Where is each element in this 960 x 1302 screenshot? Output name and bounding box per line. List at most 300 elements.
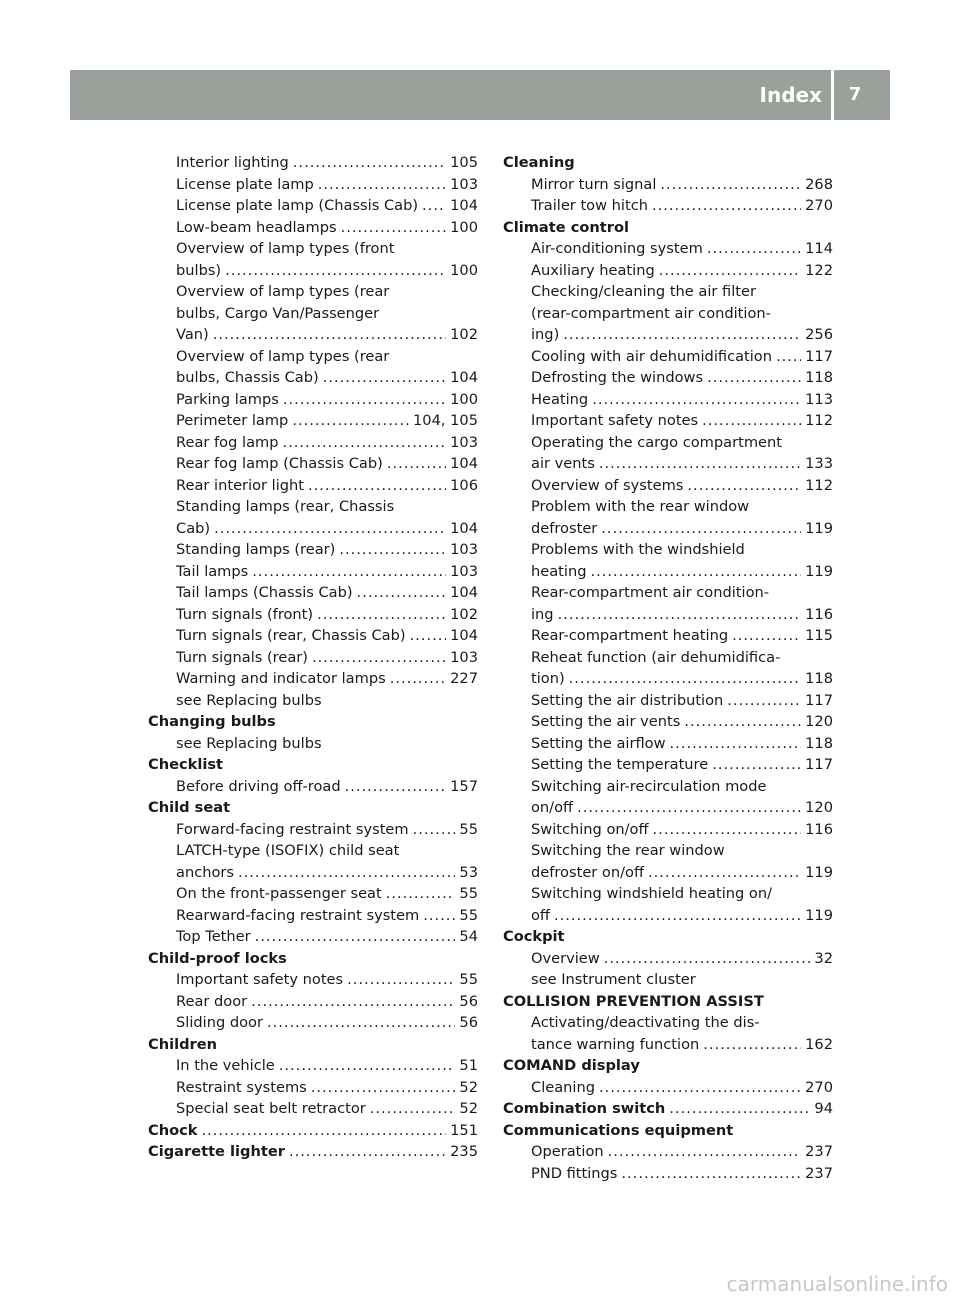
entry-text: Communications equipment bbox=[503, 1121, 734, 1139]
index-entry bbox=[148, 862, 478, 884]
entry-text: ing bbox=[531, 605, 554, 623]
entry-page-number[interactable]: 116 bbox=[805, 820, 833, 838]
dot-leader bbox=[318, 174, 446, 196]
entry-page-number[interactable]: 118 bbox=[805, 670, 833, 687]
entry-page-number[interactable]: 157 bbox=[450, 777, 478, 795]
index-entry bbox=[148, 453, 478, 475]
dot-leader bbox=[684, 711, 801, 733]
index-heading bbox=[503, 1120, 833, 1142]
entry-text: Reheat function (air dehumidifica- bbox=[531, 648, 781, 666]
entry-page-number[interactable]: 55 bbox=[459, 885, 478, 902]
entry-page-number[interactable]: 122 bbox=[805, 261, 833, 279]
index-entry bbox=[503, 776, 833, 798]
index-entry bbox=[503, 733, 833, 755]
entry-text: tance warning function bbox=[531, 1035, 700, 1053]
entry-page-number[interactable]: 227 bbox=[450, 670, 478, 687]
index-entry bbox=[503, 518, 833, 540]
index-heading bbox=[148, 948, 478, 970]
index-heading bbox=[148, 754, 478, 776]
index-entry bbox=[148, 1055, 478, 1077]
dot-leader bbox=[423, 905, 455, 927]
entry-text: Overview bbox=[531, 949, 600, 967]
entry-page-number[interactable]: 54 bbox=[459, 928, 478, 945]
entry-page-number[interactable]: 103 bbox=[450, 433, 478, 451]
entry-text: Important safety notes bbox=[531, 412, 699, 429]
index-entry bbox=[503, 453, 833, 475]
dot-leader bbox=[255, 926, 456, 948]
entry-text: (rear-compartment air condition- bbox=[531, 304, 771, 322]
entry-text: Switching on/off bbox=[531, 820, 649, 838]
entry-text: Standing lamps (rear) bbox=[176, 541, 336, 558]
entry-page-number[interactable]: 104 bbox=[450, 369, 478, 386]
index-entry bbox=[503, 969, 833, 991]
index-entry bbox=[148, 324, 478, 346]
entry-text: Combination switch bbox=[503, 1100, 666, 1117]
dot-leader bbox=[201, 1120, 446, 1142]
entry-text: Rear-compartment heating bbox=[531, 627, 729, 644]
entry-text: Rear door bbox=[176, 992, 248, 1010]
entry-page-number[interactable]: 115 bbox=[805, 627, 833, 644]
index-column-right bbox=[503, 152, 833, 1184]
entry-page-number[interactable]: 100 bbox=[450, 218, 478, 236]
index-entry bbox=[148, 217, 478, 239]
entry-text: see Replacing bulbs bbox=[176, 691, 322, 709]
dot-leader bbox=[563, 324, 801, 346]
entry-page-number[interactable]: 268 bbox=[805, 175, 833, 193]
entry-text: COLLISION PREVENTION ASSIST bbox=[503, 992, 764, 1010]
entry-text: on/off bbox=[531, 799, 574, 816]
entry-text: Rear interior light bbox=[176, 476, 305, 494]
entry-page-number[interactable]: 151 bbox=[450, 1121, 478, 1139]
index-entry bbox=[503, 174, 833, 196]
index-heading bbox=[503, 217, 833, 239]
entry-text: Cooling with air dehumidification bbox=[531, 347, 772, 365]
dot-leader bbox=[283, 432, 447, 454]
index-entry bbox=[148, 539, 478, 561]
entry-text: Van) bbox=[176, 326, 209, 343]
entry-page-number[interactable]: 237 bbox=[805, 1143, 833, 1160]
entry-page-number[interactable]: 119 bbox=[805, 906, 833, 924]
entry-text: Chock bbox=[148, 1121, 198, 1139]
entry-page-number[interactable]: 52 bbox=[459, 1100, 478, 1117]
dot-leader bbox=[214, 518, 446, 540]
entry-text: Parking lamps bbox=[176, 390, 279, 408]
entry-text: Cigarette lighter bbox=[148, 1143, 285, 1160]
entry-text: Cockpit bbox=[503, 928, 565, 945]
index-heading bbox=[148, 1141, 478, 1163]
entry-page-number[interactable]: 116 bbox=[805, 605, 833, 623]
entry-text: Low-beam headlamps bbox=[176, 218, 337, 236]
entry-text: bulbs, Cargo Van/Passenger bbox=[176, 304, 380, 322]
index-entry bbox=[503, 754, 833, 776]
entry-page-number[interactable]: 104 bbox=[450, 519, 478, 537]
dot-leader bbox=[660, 174, 801, 196]
index-entry bbox=[503, 561, 833, 583]
entry-page-number[interactable]: 256 bbox=[805, 326, 833, 343]
index-entry bbox=[148, 883, 478, 905]
entry-text: Child seat bbox=[148, 799, 231, 816]
dot-leader bbox=[702, 410, 801, 432]
entry-text: Forward-facing restraint system bbox=[176, 820, 409, 838]
dot-leader bbox=[238, 862, 455, 884]
entry-page-number[interactable]: 104 bbox=[450, 455, 478, 472]
index-entry bbox=[503, 690, 833, 712]
index-heading bbox=[503, 1055, 833, 1077]
entry-text: bulbs, Chassis Cab) bbox=[176, 369, 319, 386]
index-entry bbox=[148, 647, 478, 669]
index-entry bbox=[148, 582, 478, 604]
entry-page-number[interactable]: 103 bbox=[450, 562, 478, 580]
dot-leader bbox=[292, 410, 409, 432]
entry-page-number[interactable]: 102 bbox=[450, 326, 478, 343]
index-entry bbox=[148, 432, 478, 454]
index-entry bbox=[148, 195, 478, 217]
entry-page-number[interactable]: 53 bbox=[459, 863, 478, 881]
entry-page-number[interactable]: 55 bbox=[459, 906, 478, 924]
index-entry bbox=[503, 346, 833, 368]
entry-page-number[interactable]: 56 bbox=[459, 1014, 478, 1031]
entry-page-number[interactable]: 162 bbox=[805, 1035, 833, 1053]
dot-leader bbox=[608, 1141, 802, 1163]
entry-text: see Instrument cluster bbox=[531, 971, 696, 988]
entry-text: Rearward-facing restraint system bbox=[176, 906, 420, 924]
entry-page-number[interactable]: 102 bbox=[450, 605, 478, 623]
index-entry bbox=[503, 582, 833, 604]
index-entry bbox=[503, 647, 833, 669]
dot-leader bbox=[707, 238, 801, 260]
entry-text: Trailer tow hitch bbox=[531, 197, 648, 214]
entry-page-number[interactable]: 106 bbox=[450, 476, 478, 494]
index-entry bbox=[503, 797, 833, 819]
dot-leader bbox=[347, 969, 455, 991]
index-entry bbox=[503, 1012, 833, 1034]
entry-page-number[interactable]: 119 bbox=[805, 519, 833, 537]
index-entry bbox=[503, 1077, 833, 1099]
entry-text: Special seat belt retractor bbox=[176, 1100, 366, 1117]
entry-text: bulbs) bbox=[176, 261, 222, 279]
index-entry bbox=[503, 668, 833, 690]
dot-leader bbox=[604, 948, 811, 970]
index-entry bbox=[148, 281, 478, 303]
entry-text: Mirror turn signal bbox=[531, 175, 657, 193]
entry-page-number[interactable]: 104, 105 bbox=[413, 412, 478, 429]
dot-leader bbox=[712, 754, 801, 776]
dot-leader bbox=[308, 475, 446, 497]
entry-text: air vents bbox=[531, 455, 595, 472]
index-entry bbox=[503, 948, 833, 970]
watermark[interactable]: carmanualsonline.info bbox=[726, 1272, 948, 1296]
index-entry bbox=[148, 840, 478, 862]
entry-text: Heating bbox=[531, 390, 589, 408]
index-entry bbox=[503, 432, 833, 454]
entry-text: Rear-compartment air condition- bbox=[531, 584, 770, 601]
index-heading bbox=[503, 1098, 833, 1120]
entry-text: In the vehicle bbox=[176, 1057, 275, 1074]
dot-leader bbox=[687, 475, 801, 497]
dot-leader bbox=[776, 346, 801, 368]
dot-leader bbox=[554, 905, 801, 927]
dot-leader bbox=[341, 217, 447, 239]
index-entry bbox=[148, 174, 478, 196]
dot-leader bbox=[410, 625, 447, 647]
entry-text: Overview of lamp types (front bbox=[176, 240, 395, 257]
entry-page-number[interactable]: 237 bbox=[805, 1164, 833, 1182]
entry-page-number[interactable]: 118 bbox=[805, 734, 833, 752]
index-entry bbox=[503, 1163, 833, 1185]
entry-text: License plate lamp bbox=[176, 175, 314, 193]
dot-leader bbox=[370, 1098, 456, 1120]
entry-text: Checklist bbox=[148, 756, 224, 773]
entry-text: ing) bbox=[531, 326, 560, 343]
entry-page-number[interactable]: 104 bbox=[450, 584, 478, 601]
entry-text: PND fittings bbox=[531, 1164, 618, 1182]
entry-page-number[interactable]: 113 bbox=[805, 390, 833, 408]
index-entry bbox=[148, 152, 478, 174]
entry-page-number[interactable]: 133 bbox=[805, 455, 833, 472]
index-entry bbox=[503, 324, 833, 346]
entry-text: Operating the cargo compartment bbox=[531, 433, 782, 451]
dot-leader bbox=[339, 539, 446, 561]
index-entry bbox=[148, 389, 478, 411]
entry-text: Checking/cleaning the air filter bbox=[531, 283, 757, 300]
dot-leader bbox=[357, 582, 447, 604]
entry-text: COMAND display bbox=[503, 1057, 640, 1074]
dot-leader bbox=[323, 367, 446, 389]
index-entry bbox=[503, 883, 833, 905]
index-column-left bbox=[148, 152, 478, 1163]
index-heading bbox=[503, 152, 833, 174]
entry-text: Switching air-recirculation mode bbox=[531, 777, 767, 795]
entry-page-number[interactable]: 270 bbox=[805, 197, 833, 214]
entry-page-number[interactable]: 112 bbox=[805, 412, 833, 429]
entry-page-number[interactable]: 114 bbox=[805, 240, 833, 257]
index-entry bbox=[148, 926, 478, 948]
index-entry bbox=[148, 303, 478, 325]
index-entry bbox=[503, 410, 833, 432]
index-entry bbox=[148, 1012, 478, 1034]
index-heading bbox=[148, 797, 478, 819]
entry-page-number[interactable]: 55 bbox=[459, 820, 478, 838]
dot-leader bbox=[345, 776, 447, 798]
index-entry bbox=[503, 496, 833, 518]
dot-leader bbox=[577, 797, 801, 819]
index-entry bbox=[148, 604, 478, 626]
dot-leader bbox=[652, 195, 801, 217]
dot-leader bbox=[592, 389, 801, 411]
index-entry bbox=[148, 238, 478, 260]
entry-text: off bbox=[531, 906, 550, 924]
entry-page-number[interactable]: 235 bbox=[450, 1143, 478, 1160]
entry-text: Turn signals (front) bbox=[176, 605, 314, 623]
index-heading bbox=[503, 991, 833, 1013]
entry-text: defroster on/off bbox=[531, 863, 645, 881]
index-entry bbox=[148, 991, 478, 1013]
entry-text: heating bbox=[531, 562, 587, 580]
index-entry bbox=[503, 260, 833, 282]
entry-text: Setting the temperature bbox=[531, 756, 709, 773]
index-entry bbox=[503, 303, 833, 325]
entry-page-number[interactable]: 56 bbox=[459, 992, 478, 1010]
dot-leader bbox=[621, 1163, 801, 1185]
entry-page-number[interactable]: 104 bbox=[450, 627, 478, 644]
entry-text: Restraint systems bbox=[176, 1078, 307, 1096]
dot-leader bbox=[283, 389, 446, 411]
dot-leader bbox=[312, 647, 446, 669]
index-entry bbox=[148, 969, 478, 991]
entry-page-number[interactable]: 104 bbox=[450, 197, 478, 214]
dot-leader bbox=[422, 195, 446, 217]
entry-text: Rear fog lamp bbox=[176, 433, 279, 451]
dot-leader bbox=[569, 668, 801, 690]
index-entry bbox=[148, 819, 478, 841]
entry-text: Rear fog lamp (Chassis Cab) bbox=[176, 455, 383, 472]
dot-leader bbox=[659, 260, 801, 282]
entry-text: Important safety notes bbox=[176, 971, 344, 988]
index-heading bbox=[148, 1034, 478, 1056]
dot-leader bbox=[386, 883, 456, 905]
entry-page-number[interactable]: 117 bbox=[805, 756, 833, 773]
entry-text: Cleaning bbox=[503, 154, 575, 171]
index-entry bbox=[503, 475, 833, 497]
dot-leader bbox=[732, 625, 801, 647]
dot-leader bbox=[293, 152, 446, 174]
entry-text: Problems with the windshield bbox=[531, 541, 745, 558]
entry-text: Before driving off-road bbox=[176, 777, 341, 795]
entry-text: Standing lamps (rear, Chassis bbox=[176, 498, 395, 515]
entry-text: Activating/deactivating the dis- bbox=[531, 1014, 760, 1031]
index-entry bbox=[148, 496, 478, 518]
dot-leader bbox=[289, 1141, 446, 1163]
index-entry bbox=[503, 281, 833, 303]
header-divider bbox=[831, 70, 834, 120]
entry-page-number[interactable]: 120 bbox=[805, 799, 833, 816]
dot-leader bbox=[707, 367, 801, 389]
index-entry bbox=[148, 260, 478, 282]
dot-leader bbox=[599, 453, 801, 475]
entry-text: anchors bbox=[176, 863, 234, 881]
entry-text: Switching windshield heating on/ bbox=[531, 885, 772, 902]
index-heading bbox=[503, 926, 833, 948]
index-entry bbox=[503, 195, 833, 217]
index-entry bbox=[503, 862, 833, 884]
entry-text: defroster bbox=[531, 519, 598, 537]
entry-text: Overview of systems bbox=[531, 476, 684, 494]
index-heading bbox=[148, 1120, 478, 1142]
dot-leader bbox=[251, 991, 455, 1013]
index-entry bbox=[503, 1034, 833, 1056]
entry-text: Interior lighting bbox=[176, 154, 289, 171]
dot-leader bbox=[267, 1012, 455, 1034]
dot-leader bbox=[225, 260, 446, 282]
index-entry bbox=[503, 1141, 833, 1163]
header-title: Index bbox=[759, 83, 822, 107]
index-entry bbox=[503, 840, 833, 862]
entry-page-number[interactable]: 112 bbox=[805, 476, 833, 494]
entry-page-number[interactable]: 103 bbox=[450, 175, 478, 193]
entry-text: Changing bulbs bbox=[148, 713, 276, 730]
entry-text: Warning and indicator lamps bbox=[176, 670, 386, 687]
entry-page-number[interactable]: 52 bbox=[459, 1078, 478, 1096]
dot-leader bbox=[390, 668, 446, 690]
entry-text: On the front-passenger seat bbox=[176, 885, 382, 902]
dot-leader bbox=[727, 690, 801, 712]
dot-leader bbox=[601, 518, 801, 540]
entry-page-number[interactable]: 100 bbox=[450, 261, 478, 279]
entry-text: Setting the airflow bbox=[531, 734, 666, 752]
entry-text: Tail lamps (Chassis Cab) bbox=[176, 584, 353, 601]
entry-page-number[interactable]: 117 bbox=[805, 691, 833, 709]
entry-text: Cleaning bbox=[531, 1078, 595, 1096]
index-entry bbox=[503, 367, 833, 389]
dot-leader bbox=[558, 604, 802, 626]
index-entry bbox=[503, 905, 833, 927]
index-entry bbox=[148, 518, 478, 540]
entry-text: Sliding door bbox=[176, 1014, 263, 1031]
entry-page-number[interactable]: 117 bbox=[805, 347, 833, 365]
index-entry bbox=[503, 238, 833, 260]
entry-page-number[interactable]: 119 bbox=[805, 863, 833, 881]
entry-text: Climate control bbox=[503, 218, 629, 236]
dot-leader bbox=[252, 561, 446, 583]
entry-text: Problem with the rear window bbox=[531, 498, 750, 515]
entry-page-number[interactable]: 105 bbox=[450, 154, 478, 171]
index-heading bbox=[148, 711, 478, 733]
entry-text: Setting the air distribution bbox=[531, 691, 724, 709]
page-number: 7 bbox=[848, 84, 862, 105]
entry-text: see Replacing bulbs bbox=[176, 734, 322, 752]
entry-page-number[interactable]: 120 bbox=[805, 713, 833, 730]
index-entry bbox=[148, 776, 478, 798]
entry-page-number[interactable]: 103 bbox=[450, 648, 478, 666]
index-entry bbox=[148, 561, 478, 583]
dot-leader bbox=[213, 324, 446, 346]
entry-page-number[interactable]: 119 bbox=[805, 562, 833, 580]
entry-page-number[interactable]: 103 bbox=[450, 541, 478, 558]
entry-page-number[interactable]: 94 bbox=[814, 1100, 833, 1117]
entry-text: Overview of lamp types (rear bbox=[176, 283, 390, 300]
entry-page-number[interactable]: 270 bbox=[805, 1078, 833, 1096]
index-entry bbox=[503, 604, 833, 626]
entry-text: Defrosting the windows bbox=[531, 369, 704, 386]
entry-page-number[interactable]: 51 bbox=[459, 1057, 478, 1074]
index-entry bbox=[148, 1077, 478, 1099]
entry-text: tion) bbox=[531, 670, 565, 687]
dot-leader bbox=[648, 862, 801, 884]
index-entry bbox=[148, 475, 478, 497]
entry-text: Switching the rear window bbox=[531, 842, 725, 859]
entry-text: Child-proof locks bbox=[148, 949, 287, 967]
index-entry bbox=[148, 733, 478, 755]
index-entry bbox=[503, 389, 833, 411]
entry-text: Overview of lamp types (rear bbox=[176, 347, 390, 365]
entry-text: Air-conditioning system bbox=[531, 240, 703, 257]
entry-page-number[interactable]: 55 bbox=[459, 971, 478, 988]
dot-leader bbox=[653, 819, 802, 841]
index-entry bbox=[503, 625, 833, 647]
entry-text: Turn signals (rear) bbox=[176, 648, 308, 666]
index-entry bbox=[503, 819, 833, 841]
entry-text: Top Tether bbox=[176, 928, 251, 945]
entry-page-number[interactable]: 100 bbox=[450, 390, 478, 408]
page-header bbox=[70, 70, 890, 120]
entry-text: Cab) bbox=[176, 519, 211, 537]
dot-leader bbox=[703, 1034, 801, 1056]
dot-leader bbox=[413, 819, 456, 841]
index-entry bbox=[148, 668, 478, 690]
entry-page-number[interactable]: 32 bbox=[814, 949, 833, 967]
entry-page-number[interactable]: 118 bbox=[805, 369, 833, 386]
entry-text: License plate lamp (Chassis Cab) bbox=[176, 197, 419, 214]
